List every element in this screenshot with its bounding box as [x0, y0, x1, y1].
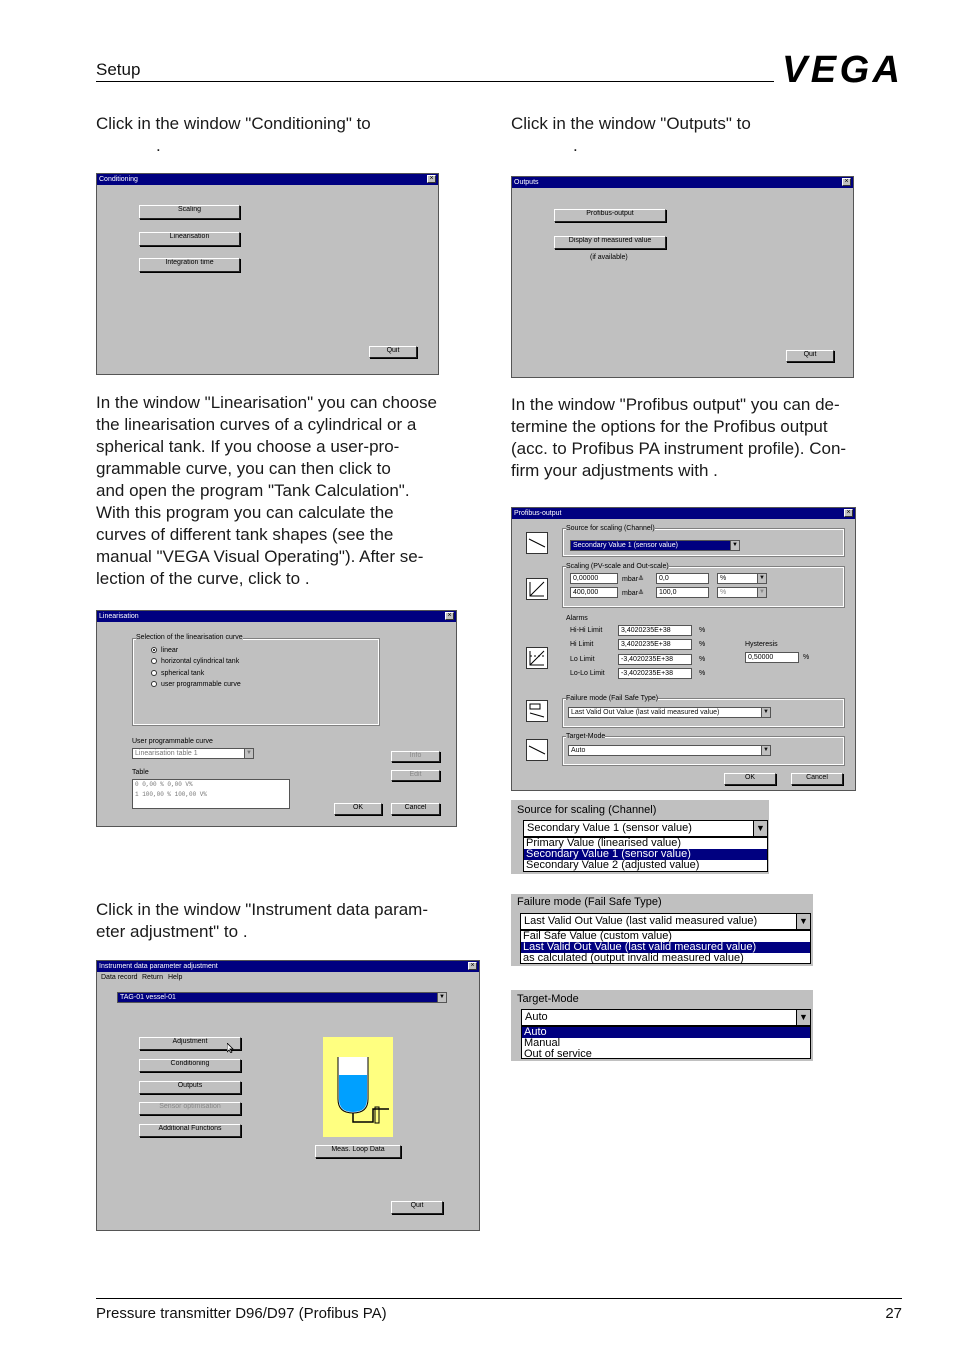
chevron-down-icon: ▼: [757, 588, 766, 597]
instrument-window: Instrument data parameter adjustment × Data record Return Help TAG-01 vessel-01 ▼ Adjustment Conditioning Outputs Sensor optimisation Additional Functions Meas. Loop Data Quit: [96, 960, 480, 1231]
section-title: Setup: [96, 60, 141, 79]
hysteresis-label: Hysteresis: [745, 641, 778, 648]
unit-label: mbar≙: [622, 576, 644, 583]
lo-limit-input[interactable]: -3,4020235E+38: [618, 654, 692, 665]
target-dropdown-list: [521, 1026, 811, 1059]
alarm-name: Lo Limit: [570, 656, 595, 663]
option-label: spherical tank: [161, 670, 205, 677]
alarm-icon: [526, 647, 548, 669]
list-item-selected[interactable]: Auto: [522, 1027, 810, 1038]
out-unit-select[interactable]: % ▼: [717, 573, 767, 584]
chevron-down-icon: ▼: [796, 914, 810, 929]
source-dropdown[interactable]: Secondary Value 1 (sensor value) ▼: [523, 820, 768, 837]
right-intro: Click in the window "Outputs" to .: [511, 114, 751, 155]
failure-dropdown-list: [520, 930, 811, 964]
adjustment-button[interactable]: Adjustment: [139, 1037, 241, 1050]
option-label: user programmable curve: [161, 681, 241, 688]
scale-max-input[interactable]: 400,000: [570, 587, 618, 598]
failure-label: Failure mode (Fail Safe Type): [566, 695, 659, 702]
svg-text:VEGA: VEGA: [782, 52, 900, 86]
list-item-selected[interactable]: Secondary Value 1 (sensor value): [524, 849, 767, 860]
unit-label: %: [803, 654, 810, 661]
cancel-button[interactable]: Cancel: [391, 803, 440, 815]
scaling-label: Scaling (PV-scale and Out-scale): [566, 563, 669, 570]
lo-lo-limit-input[interactable]: -3,4020235E+38: [618, 668, 692, 679]
profibus-description: In the window "Profibus output" you can de- termine the options for the Profibus output (acc. to Profibus PA instrument profile). Con- firm your adjustments with .: [511, 395, 847, 480]
alarm-name: Hi Limit: [570, 641, 594, 648]
footer-title: Pressure transmitter D96/D97 (Profibus PA): [96, 1305, 387, 1322]
mouse-cursor-icon: [227, 1043, 235, 1053]
target-icon: [526, 739, 548, 761]
quit-button[interactable]: Quit: [391, 1201, 443, 1214]
chevron-down-icon: ▼: [753, 821, 767, 836]
list-item-selected[interactable]: Last Valid Out Value (last valid measured value): [521, 942, 810, 953]
table-label: Table: [132, 769, 149, 776]
channel-icon: [526, 532, 548, 554]
conditioning-button[interactable]: Conditioning: [139, 1059, 241, 1072]
radio-user-programmable[interactable]: [151, 681, 157, 687]
user-curve-select[interactable]: Linearisation table 1 ▼: [132, 748, 254, 759]
scaling-button[interactable]: Scaling: [139, 205, 240, 219]
meas-loop-data-button[interactable]: Meas. Loop Data: [315, 1145, 401, 1158]
hi-limit-input[interactable]: 3,4020235E+38: [618, 639, 692, 650]
linearisation-button[interactable]: Linearisation: [139, 232, 240, 246]
unit-label: mbar≙: [622, 590, 644, 597]
quit-button[interactable]: Quit: [786, 350, 834, 362]
chevron-down-icon: ▼: [244, 749, 253, 758]
profibus-output-button[interactable]: Profibus-output: [554, 209, 666, 222]
edit-button[interactable]: Edit: [391, 770, 440, 781]
unit-label: %: [699, 641, 706, 648]
chevron-down-icon: ▼: [761, 708, 770, 717]
source-label: Source for scaling (Channel): [566, 525, 655, 532]
outputs-button[interactable]: Outputs: [139, 1081, 241, 1094]
failure-mode-select[interactable]: Last Valid Out Value (last valid measured value) ▼: [568, 707, 771, 718]
unit-label: %: [699, 627, 706, 634]
target-label: Target-Mode: [566, 733, 606, 740]
profibus-output-window: Profibus-output × Source for scaling (Channel) Secondary Value 1 (sensor value) ▼ Scaling (PV-scale and Out-scale) 0,00000 mbar≙ 0,0 % ▼ 400,000 mbar≙ 100,0 % ▼ Alarms Hi-Hi Limit 3,4020235E+38 % Hi Limit 3,4020235E+38 % Lo Limit -3,4020235E+38 % Lo-Lo Limit -3,4020235E+38 % Hysteresis 0,50000 % Failure mode (Fail Safe Type) Last Valid Out Value (last valid measured value) ▼ Target-Mode Auto ▼ OK Cancel: [511, 507, 856, 791]
failure-icon: [526, 700, 548, 722]
chevron-down-icon: ▼: [757, 574, 766, 583]
linearisation-description: In the window "Linearisation" you can choose the linearisation curves of a cylindrical or a spherical tank. If you choose a user-pro- grammable curve, you can then click to and open the program "Tank Calculation". With this program you can calculate the curves of different tank shapes (see the manual "VEGA Visual Operating"). After se- lection of the curve, click to .: [96, 393, 437, 588]
radio-linear[interactable]: [151, 647, 157, 653]
alarm-name: Hi-Hi Limit: [570, 627, 603, 634]
menu-return[interactable]: Return: [142, 974, 164, 981]
zoom-title: Source for scaling (Channel): [517, 804, 657, 816]
sensor-optimisation-button[interactable]: Sensor optimisation: [139, 1102, 241, 1115]
option-label: horizontal cylindrical tank: [161, 658, 240, 665]
outputs-window: Outputs × Profibus-output Display of measured value (if available) Quit: [511, 176, 854, 378]
out-unit-select-2[interactable]: % ▼: [717, 587, 767, 598]
radio-horizontal-cylindrical[interactable]: [151, 658, 157, 664]
additional-functions-button[interactable]: Additional Functions: [139, 1124, 241, 1137]
list-item[interactable]: as calculated (output invalid measured value): [523, 952, 744, 964]
close-icon[interactable]: ×: [844, 509, 853, 517]
list-item[interactable]: Out of service: [524, 1048, 592, 1060]
zoom-title: Target-Mode: [517, 993, 579, 1005]
curve-group-label: Selection of the linearisation curve: [136, 634, 243, 641]
alarm-name: Lo-Lo Limit: [570, 670, 605, 677]
menu-help[interactable]: Help: [168, 974, 183, 981]
left-intro: Click in the window "Conditioning" to .: [96, 114, 371, 155]
vega-logo: [782, 52, 902, 86]
footer-rule: [96, 1298, 902, 1299]
zoom-title: Failure mode (Fail Safe Type): [517, 896, 662, 908]
display-measured-value-button[interactable]: Display of measured value: [554, 236, 666, 249]
conditioning-window: Conditioning × Scaling Linearisation Integration time Quit: [96, 173, 439, 375]
failure-dropdown[interactable]: Last Valid Out Value (last valid measured value) ▼: [520, 913, 811, 930]
failure-dropdown-zoom: [511, 894, 813, 966]
unit-label: %: [699, 656, 706, 663]
page-number: 27: [885, 1305, 902, 1322]
tag-select[interactable]: TAG-01 vessel-01 ▼: [117, 992, 447, 1003]
source-select[interactable]: Secondary Value 1 (sensor value) ▼: [570, 540, 740, 551]
scaling-icon: [526, 578, 548, 600]
target-dropdown-zoom: [511, 990, 813, 1061]
chevron-down-icon: ▼: [730, 541, 739, 550]
instrument-intro: Click in the window "Instrument data param- eter adjustment" to .: [96, 900, 429, 941]
chevron-down-icon: ▼: [796, 1010, 810, 1025]
user-curve-label: User programmable curve: [132, 738, 213, 745]
source-dropdown-list: [523, 837, 768, 872]
radio-spherical[interactable]: [151, 670, 157, 676]
close-icon[interactable]: ×: [842, 178, 851, 186]
close-icon[interactable]: ×: [468, 962, 477, 970]
curve-table: 0 0,00 % 0,00 V% 1 100,00 % 100,00 V%: [132, 779, 290, 809]
availability-note: (if available): [590, 254, 628, 261]
scale-min-input[interactable]: 0,00000: [570, 573, 618, 584]
cancel-button[interactable]: Cancel: [791, 773, 843, 785]
hysteresis-input[interactable]: 0,50000: [745, 652, 799, 663]
out-min-input[interactable]: 0,0: [656, 573, 709, 584]
out-max-input[interactable]: 100,0: [656, 587, 709, 598]
option-label: linear: [161, 647, 179, 654]
list-item[interactable]: Secondary Value 2 (adjusted value): [526, 859, 700, 871]
source-dropdown-zoom: [511, 800, 769, 874]
menu-data-record[interactable]: Data record: [101, 974, 138, 981]
chevron-down-icon: ▼: [761, 746, 770, 755]
header-rule: [96, 81, 774, 82]
integration-time-button[interactable]: Integration time: [139, 258, 240, 272]
linearisation-window: Linearisation × Selection of the linearisation curve linear horizontal cylindrical tank spherical tank user programmable curve User programmable curve Linearisation table 1 ▼ Table 0 0,00 % 0,00 V% 1 100,00 % 100,00 V% Info Edit OK Cancel: [96, 610, 457, 827]
chevron-down-icon: ▼: [437, 993, 446, 1002]
quit-button[interactable]: Quit: [369, 346, 417, 358]
info-button[interactable]: Info: [391, 751, 440, 762]
list-item[interactable]: Fail Safe Value (custom value): [523, 930, 672, 942]
list-item[interactable]: Primary Value (linearised value): [526, 837, 682, 849]
target-mode-select[interactable]: Auto ▼: [568, 745, 771, 756]
target-dropdown[interactable]: Auto ▼: [521, 1009, 811, 1026]
hi-hi-limit-input[interactable]: 3,4020235E+38: [618, 625, 692, 636]
alarms-label: Alarms: [566, 615, 588, 622]
tank-illustration: [323, 1037, 393, 1137]
close-icon[interactable]: ×: [445, 612, 454, 620]
ok-button[interactable]: OK: [724, 773, 776, 785]
unit-label: %: [699, 670, 706, 677]
ok-button[interactable]: OK: [334, 803, 382, 815]
close-icon[interactable]: ×: [427, 175, 436, 183]
list-item[interactable]: Manual: [524, 1037, 561, 1049]
